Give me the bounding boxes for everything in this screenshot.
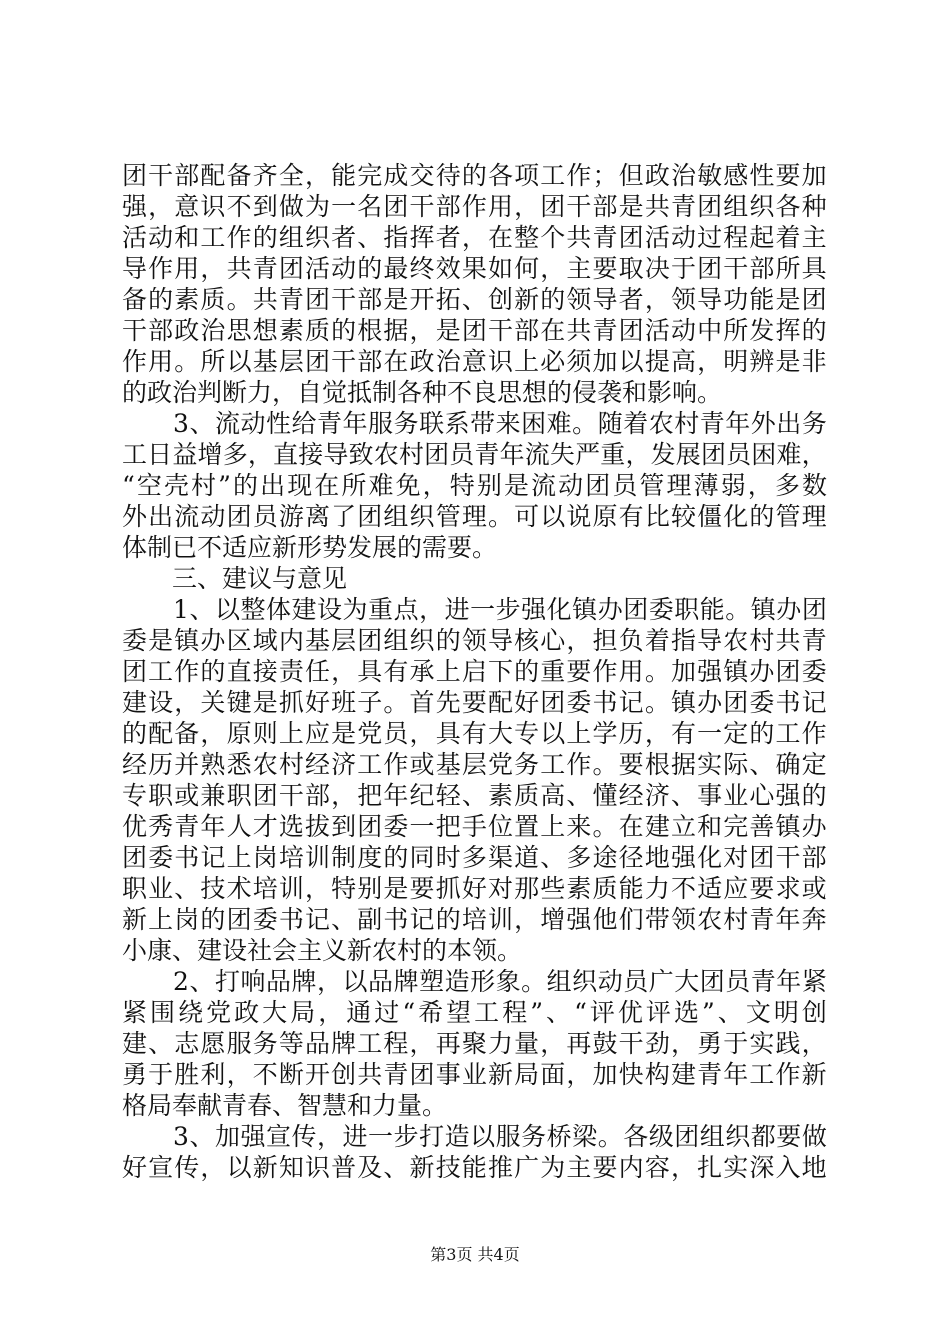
text-line: 外 出 流 动 团 员 游 离 了 团 组 织 管 理 。 可 以 说 原 有 比 较 僵 化 的 管 理 [122, 502, 827, 531]
text-line: 建 设 ， 关 键 是 抓 好 班 子 。 首 先 要 配 好 团 委 书 记 。 镇 办 团 委 书 记 [122, 688, 827, 717]
text-line: 紧 围 绕 党 政 大 局 ， 通 过 “ 希 望 工 程 ” 、 “ 评 优 评 选 ” 、 文 明 创 [122, 998, 827, 1027]
text-line: 专 职 或 兼 职 团 干 部 ， 把 年 纪 轻 、 素 质 高 、 懂 经 济 、 事 业 心 强 的 [122, 781, 827, 810]
text-line: 2 、 打 响 品 牌 ， 以 品 牌 塑 造 形 象 。 组 织 动 员 广 大 团 员 青 年 紧 [173, 967, 827, 996]
text-line: 三、建议与意见 [122, 564, 348, 593]
text-line: 体制已不适应新形势发展的需要。 [122, 533, 498, 562]
text-line: 1 、 以 整 体 建 设 为 重 点 ， 进 一 步 强 化 镇 办 团 委 职 能 。 镇 办 团 [173, 595, 827, 624]
text-line: 备 的 素 质 。 共 青 团 干 部 是 开 拓 、 创 新 的 领 导 者 ， 领 导 功 能 是 团 [122, 285, 827, 314]
text-line: 的政治判断力，自觉抵制各种不良思想的侵袭和影响。 [122, 378, 723, 407]
text-line: 团 干 部 配 备 齐 全 ， 能 完 成 交 待 的 各 项 工 作 ； 但 政 治 敏 感 性 要 加 [122, 161, 827, 190]
text-line: 新 上 岗 的 团 委 书 记 、 副 书 记 的 培 训 ， 增 强 他 们 带 领 农 村 青 年 奔 [122, 905, 827, 934]
page-footer: 第3页 共4页 [430, 1245, 520, 1264]
text-line: 团 工 作 的 直 接 责 任 ， 具 有 承 上 启 下 的 重 要 作 用 。 加 强 镇 办 团 委 [122, 657, 827, 686]
text-line: 作 用 。 所 以 基 层 团 干 部 在 政 治 意 识 上 必 须 加 以 提 高 ， 明 辨 是 非 [122, 347, 827, 376]
text-line: 强 ， 意 识 不 到 做 为 一 名 团 干 部 作 用 ， 团 干 部 是 共 青 团 组 织 各 种 [122, 192, 827, 221]
text-line: 格局奉献青春、智慧和力量。 [122, 1091, 448, 1120]
text-line: 3 、 加 强 宣 传 ， 进 一 步 打 造 以 服 务 桥 梁 。 各 级 团 组 织 都 要 做 [173, 1122, 827, 1151]
text-line: 干 部 政 治 思 想 素 质 的 根 据 ， 是 团 干 部 在 共 青 团 活 动 中 所 发 挥 的 [122, 316, 827, 345]
text-line: 活 动 和 工 作 的 组 织 者 、 指 挥 者 ， 在 整 个 共 青 团 活 动 过 程 起 着 主 [122, 223, 827, 252]
text-line: 勇 于 胜 利 ， 不 断 开 创 共 青 团 事 业 新 局 面 ， 加 快 构 建 青 年 工 作 新 [122, 1060, 827, 1089]
text-line: 导 作 用 ， 共 青 团 活 动 的 最 终 效 果 如 何 ， 主 要 取 决 于 团 干 部 所 具 [122, 254, 827, 283]
text-line: 好 宣 传 ， 以 新 知 识 普 及 、 新 技 能 推 广 为 主 要 内 容 ， 扎 实 深 入 地 [122, 1153, 827, 1182]
text-line: 工 日 益 增 多 ， 直 接 导 致 农 村 团 员 青 年 流 失 严 重 ， 发 展 团 员 困 难 ， [122, 440, 827, 469]
text-line: 小康、建设社会主义新农村的本领。 [122, 936, 523, 965]
text-line: 委 是 镇 办 区 域 内 基 层 团 组 织 的 领 导 核 心 ， 担 负 着 指 导 农 村 共 青 [122, 626, 827, 655]
document-body [122, 160, 827, 1183]
text-line: 的 配 备 ， 原 则 上 应 是 党 员 ， 具 有 大 专 以 上 学 历 ， 有 一 定 的 工 作 [122, 719, 827, 748]
text-line: 职 业 、 技 术 培 训 ， 特 别 是 要 抓 好 对 那 些 素 质 能 力 不 适 应 要 求 或 [122, 874, 827, 903]
text-line: 优 秀 青 年 人 才 选 拔 到 团 委 一 把 手 位 置 上 来 。 在 建 立 和 完 善 镇 办 [122, 812, 827, 841]
text-line: 团 委 书 记 上 岗 培 训 制 度 的 同 时 多 渠 道 、 多 途 径 地 强 化 对 团 干 部 [122, 843, 827, 872]
text-line: 经 历 并 熟 悉 农 村 经 济 工 作 或 基 层 党 务 工 作 。 要 根 据 实 际 、 确 定 [122, 750, 827, 779]
text-line: 建 、 志 愿 服 务 等 品 牌 工 程 ， 再 聚 力 量 ， 再 鼓 干 劲 ， 勇 于 实 践 ， [122, 1029, 827, 1058]
text-line: “ 空 壳 村 ” 的 出 现 在 所 难 免 ， 特 别 是 流 动 团 员 管 理 薄 弱 ， 多 数 [122, 471, 827, 500]
text-line: 3 、 流 动 性 给 青 年 服 务 联 系 带 来 困 难 。 随 着 农 村 青 年 外 出 务 [173, 409, 827, 438]
